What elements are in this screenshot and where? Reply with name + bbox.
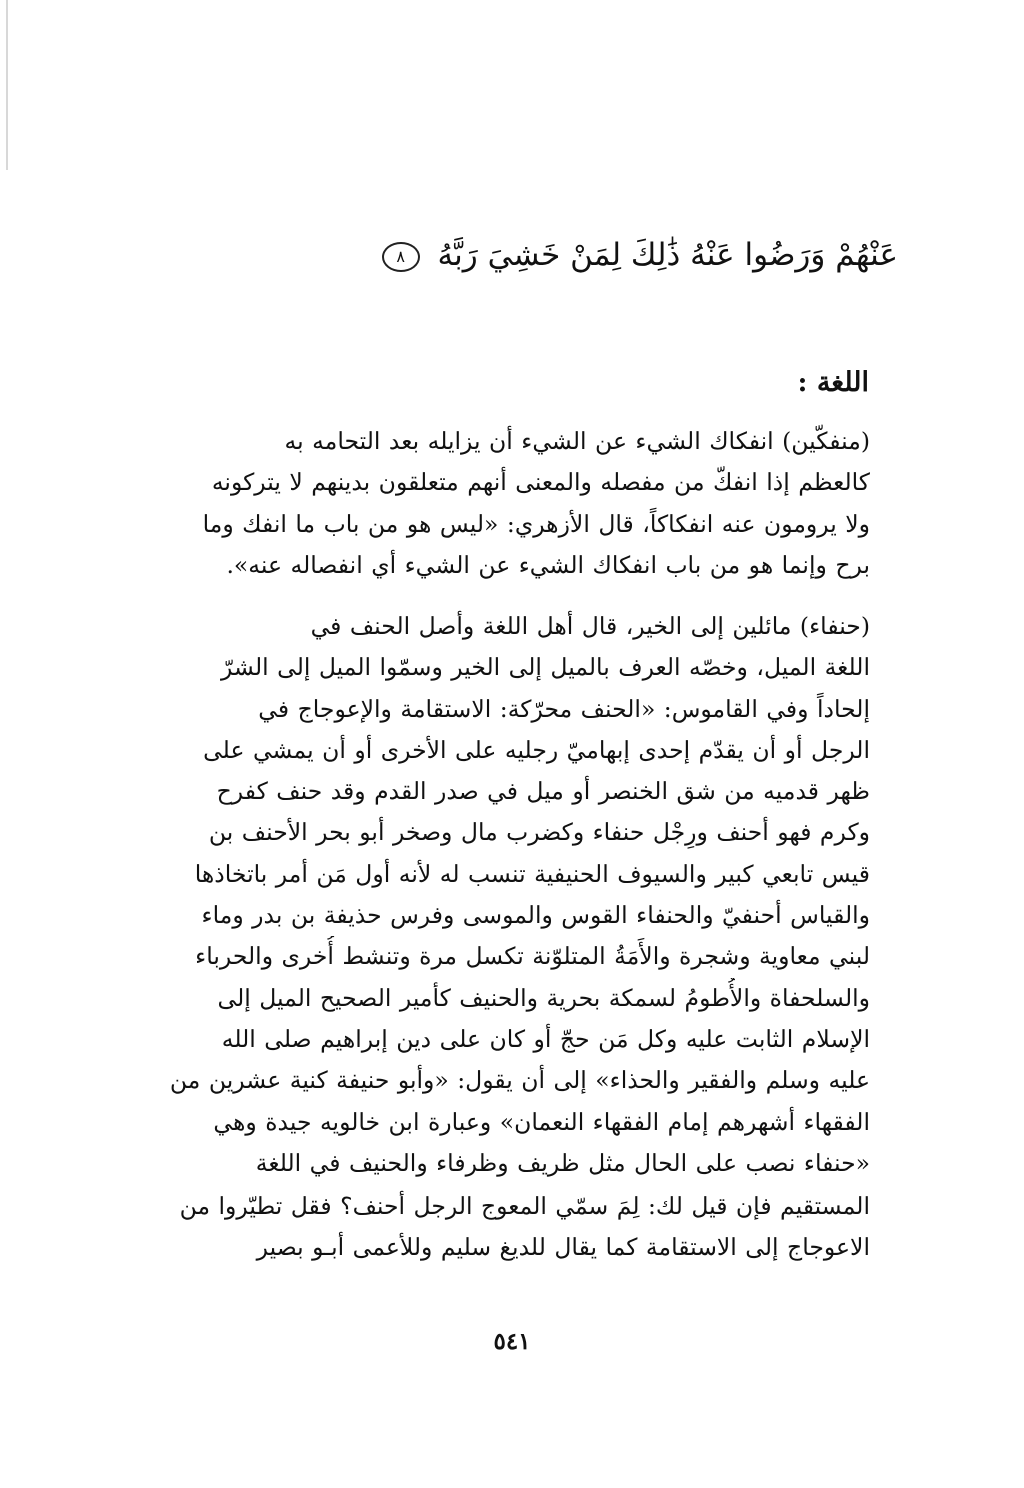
verse-number-marker — [382, 242, 420, 272]
text-line: ظهر قدميه من شق الخنصر أو ميل في صدر القدم وقد حنف كفرح — [216, 777, 870, 806]
text-line: «حنفاء نصب على الحال مثل ظريف وظرفاء والحنيف في اللغة — [255, 1148, 870, 1177]
text-line: ولا يرومون عنه انفكاكاً، قال الأزهري: «ليس هو من باب ما انفك وما — [202, 509, 870, 538]
verse-number: ٨ — [396, 246, 405, 266]
text-line: (حنفاء) مائلين إلى الخير، قال أهل اللغة وأصل الحنف في — [310, 612, 870, 640]
quran-verse — [258, 226, 898, 284]
paragraph-hunafa — [160, 606, 870, 1184]
text-line: الفقهاء أشهرهم إمام الفقهاء النعمان» وعبارة ابن خالويه جيدة وهي — [213, 1107, 870, 1136]
text-line: الرجل أو أن يقدّم إحدى إبهاميّ رجليه على الأخرى أو أن يمشي على — [203, 735, 870, 764]
text-line: وكرم فهو أحنف ورِجْل حنفاء وكضرب مال وصخر أبو بحر الأحنف بن — [208, 818, 870, 847]
text-line: المستقيم فإن قيل لك: لِمَ سمّي المعوج الرجل أحنف؟ فقل تطيّروا من — [179, 1192, 870, 1220]
page-number: ٥٤١ — [493, 1328, 531, 1355]
text-line: برح وإنما هو من باب انفكاك الشيء عن الشيء أي انفصاله عنه». — [226, 550, 870, 579]
verse-text: عَنْهُمْ وَرَضُوا عَنْهُ ذَٰلِكَ لِمَنْ خَشِيَ رَبَّهُ — [437, 237, 898, 273]
text-line: قيس تابعي كبير والسيوف الحنيفية تنسب له لأنه أول مَن أمر باتخاذها — [194, 859, 870, 888]
text-line: والسلحفاة والأُطومُ لسمكة بحرية والحنيف كأمير الصحيح الميل إلى — [217, 983, 870, 1012]
text-line: كالعظم إذا انفكّ من مفصله والمعنى أنهم متعلقون بدينهم لا يتركونه — [211, 468, 870, 497]
text-line: والقياس أحنفيّ والحنفاء القوس والموسى وفرس حذيفة بن بدر وماء — [201, 901, 870, 930]
text-line: الاعوجاج إلى الاستقامة كما يقال للديغ سليم وللأعمى أبـو بصير — [256, 1233, 870, 1262]
paragraph-continuation — [160, 1186, 870, 1269]
text-line: إلحاداً وفي القاموس: «الحنف محرّكة: الاستقامة والإعوجاج في — [258, 694, 870, 723]
text-line: الإسلام الثابت عليه وكل مَن حجّ أو كان على دين إبراهيم صلى الله — [221, 1024, 870, 1053]
section-heading-language: اللغة : — [797, 367, 869, 398]
text-line: (منفكّين) انفكاك الشيء عن الشيء أن يزايله بعد التحامه به — [284, 427, 870, 455]
scan-edge-line — [6, 0, 8, 170]
text-line: اللغة الميل، وخصّه العرف بالميل إلى الخير وسمّوا الميل إلى الشرّ — [221, 653, 870, 682]
text-line: لبني معاوية وشجرة والأَمَةُ المتلوّنة تكسل مرة وتنشط أُخرى والحرباء — [195, 942, 870, 971]
text-line: عليه وسلم والفقير والحذاء» إلى أن يقول: «وأبو حنيفة كنية عشرين من — [169, 1066, 870, 1095]
paragraph-munfakkin — [160, 421, 870, 586]
